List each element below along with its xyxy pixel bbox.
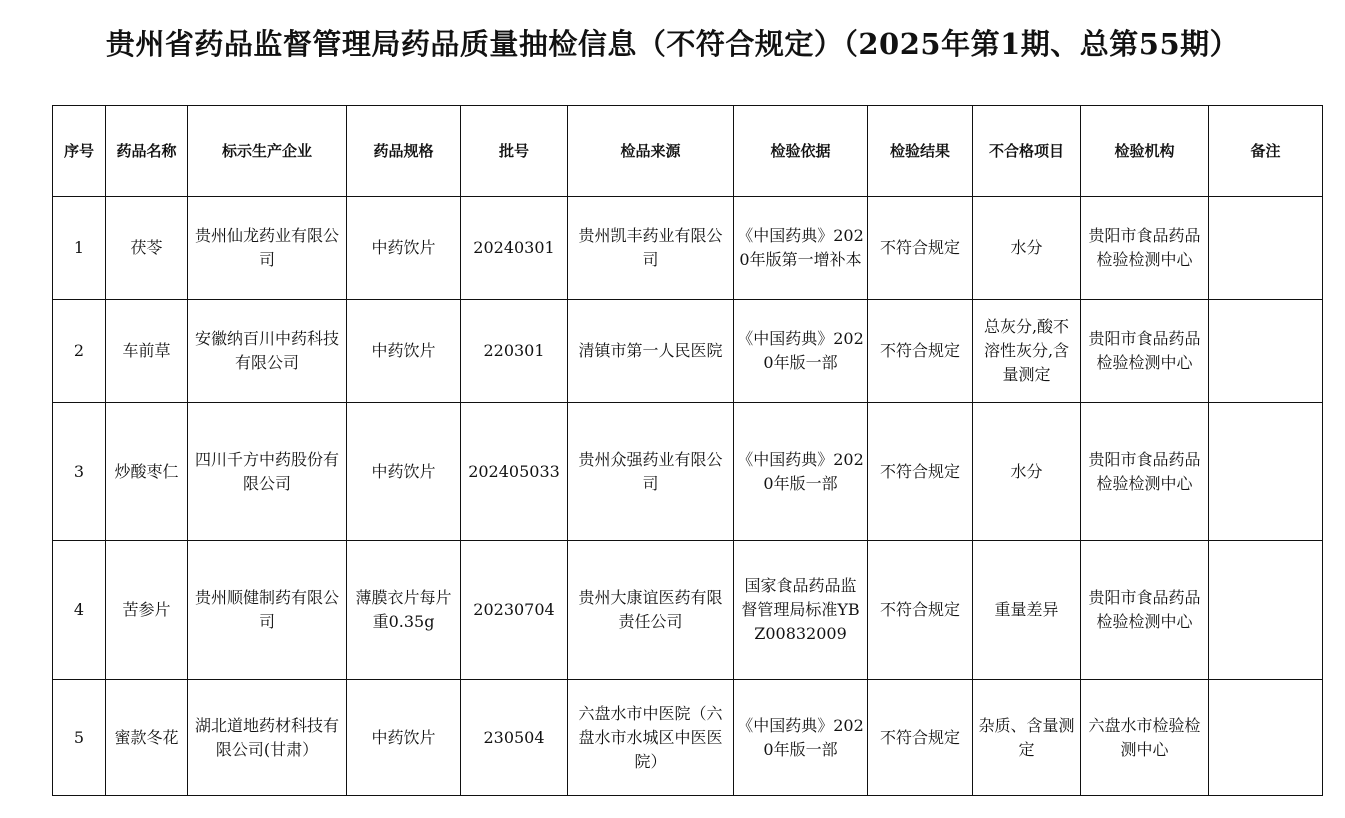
cell-seq: 1: [53, 197, 106, 300]
cell-result: 不符合规定: [868, 197, 973, 300]
cell-basis: 《中国药典》2020年版一部: [734, 680, 868, 796]
header-result: 检验结果: [868, 106, 973, 197]
cell-manufacturer: 贵州仙龙药业有限公司: [188, 197, 347, 300]
page-title: 贵州省药品监督管理局药品质量抽检信息（不符合规定）（2025年第1期、总第55期）: [105, 27, 1240, 61]
cell-note: [1209, 541, 1323, 680]
cell-result: 不符合规定: [868, 403, 973, 541]
table-row: [53, 300, 1323, 403]
cell-spec: 中药饮片: [347, 403, 461, 541]
cell-seq: 2: [53, 300, 106, 403]
cell-spec: 中药饮片: [347, 300, 461, 403]
header-batch: 批号: [461, 106, 568, 197]
cell-failed-items: 水分: [973, 403, 1081, 541]
cell-manufacturer: 安徽纳百川中药科技有限公司: [188, 300, 347, 403]
cell-batch: 202405033: [461, 403, 568, 541]
header-failed-items: 不合格项目: [973, 106, 1081, 197]
header-spec: 药品规格: [347, 106, 461, 197]
cell-seq: 4: [53, 541, 106, 680]
header-manufacturer: 标示生产企业: [188, 106, 347, 197]
cell-result: 不符合规定: [868, 680, 973, 796]
header-sample-source: 检品来源: [568, 106, 734, 197]
cell-manufacturer: 四川千方中药股份有限公司: [188, 403, 347, 541]
cell-result: 不符合规定: [868, 541, 973, 680]
cell-basis: 《中国药典》2020年版一部: [734, 403, 868, 541]
cell-failed-items: 重量差异: [973, 541, 1081, 680]
cell-lab: 贵阳市食品药品检验检测中心: [1081, 403, 1209, 541]
header-drug-name: 药品名称: [106, 106, 188, 197]
cell-lab: 贵阳市食品药品检验检测中心: [1081, 197, 1209, 300]
header-seq: 序号: [53, 106, 106, 197]
cell-basis: 《中国药典》2020年版第一增补本: [734, 197, 868, 300]
header-note: 备注: [1209, 106, 1323, 197]
cell-sample-source: 六盘水市中医院（六盘水市水城区中医医院）: [568, 680, 734, 796]
cell-manufacturer: 贵州顺健制药有限公司: [188, 541, 347, 680]
inspection-table: [52, 105, 1323, 796]
cell-sample-source: 贵州凯丰药业有限公司: [568, 197, 734, 300]
cell-drug-name: 车前草: [106, 300, 188, 403]
cell-note: [1209, 197, 1323, 300]
table-header-row: [53, 106, 1323, 197]
cell-drug-name: 蜜款冬花: [106, 680, 188, 796]
cell-seq: 5: [53, 680, 106, 796]
cell-failed-items: 水分: [973, 197, 1081, 300]
cell-result: 不符合规定: [868, 300, 973, 403]
cell-drug-name: 苦参片: [106, 541, 188, 680]
cell-lab: 六盘水市检验检测中心: [1081, 680, 1209, 796]
cell-batch: 20240301: [461, 197, 568, 300]
cell-spec: 中药饮片: [347, 680, 461, 796]
cell-spec: 薄膜衣片每片重0.35g: [347, 541, 461, 680]
table-row: [53, 197, 1323, 300]
cell-failed-items: 总灰分,酸不溶性灰分,含量测定: [973, 300, 1081, 403]
table-row: [53, 403, 1323, 541]
cell-drug-name: 炒酸枣仁: [106, 403, 188, 541]
header-lab: 检验机构: [1081, 106, 1209, 197]
cell-batch: 220301: [461, 300, 568, 403]
cell-sample-source: 贵州众强药业有限公司: [568, 403, 734, 541]
cell-seq: 3: [53, 403, 106, 541]
cell-basis: 《中国药典》2020年版一部: [734, 300, 868, 403]
cell-batch: 20230704: [461, 541, 568, 680]
cell-lab: 贵阳市食品药品检验检测中心: [1081, 300, 1209, 403]
table-row: [53, 541, 1323, 680]
table-row: [53, 680, 1323, 796]
cell-drug-name: 茯苓: [106, 197, 188, 300]
cell-basis: 国家食品药品监督管理局标准YBZ00832009: [734, 541, 868, 680]
cell-lab: 贵阳市食品药品检验检测中心: [1081, 541, 1209, 680]
header-basis: 检验依据: [734, 106, 868, 197]
cell-batch: 230504: [461, 680, 568, 796]
cell-spec: 中药饮片: [347, 197, 461, 300]
cell-manufacturer: 湖北道地药材科技有限公司(甘肃）: [188, 680, 347, 796]
cell-sample-source: 清镇市第一人民医院: [568, 300, 734, 403]
cell-note: [1209, 680, 1323, 796]
cell-sample-source: 贵州大康谊医药有限责任公司: [568, 541, 734, 680]
cell-note: [1209, 403, 1323, 541]
cell-note: [1209, 300, 1323, 403]
cell-failed-items: 杂质、含量测定: [973, 680, 1081, 796]
